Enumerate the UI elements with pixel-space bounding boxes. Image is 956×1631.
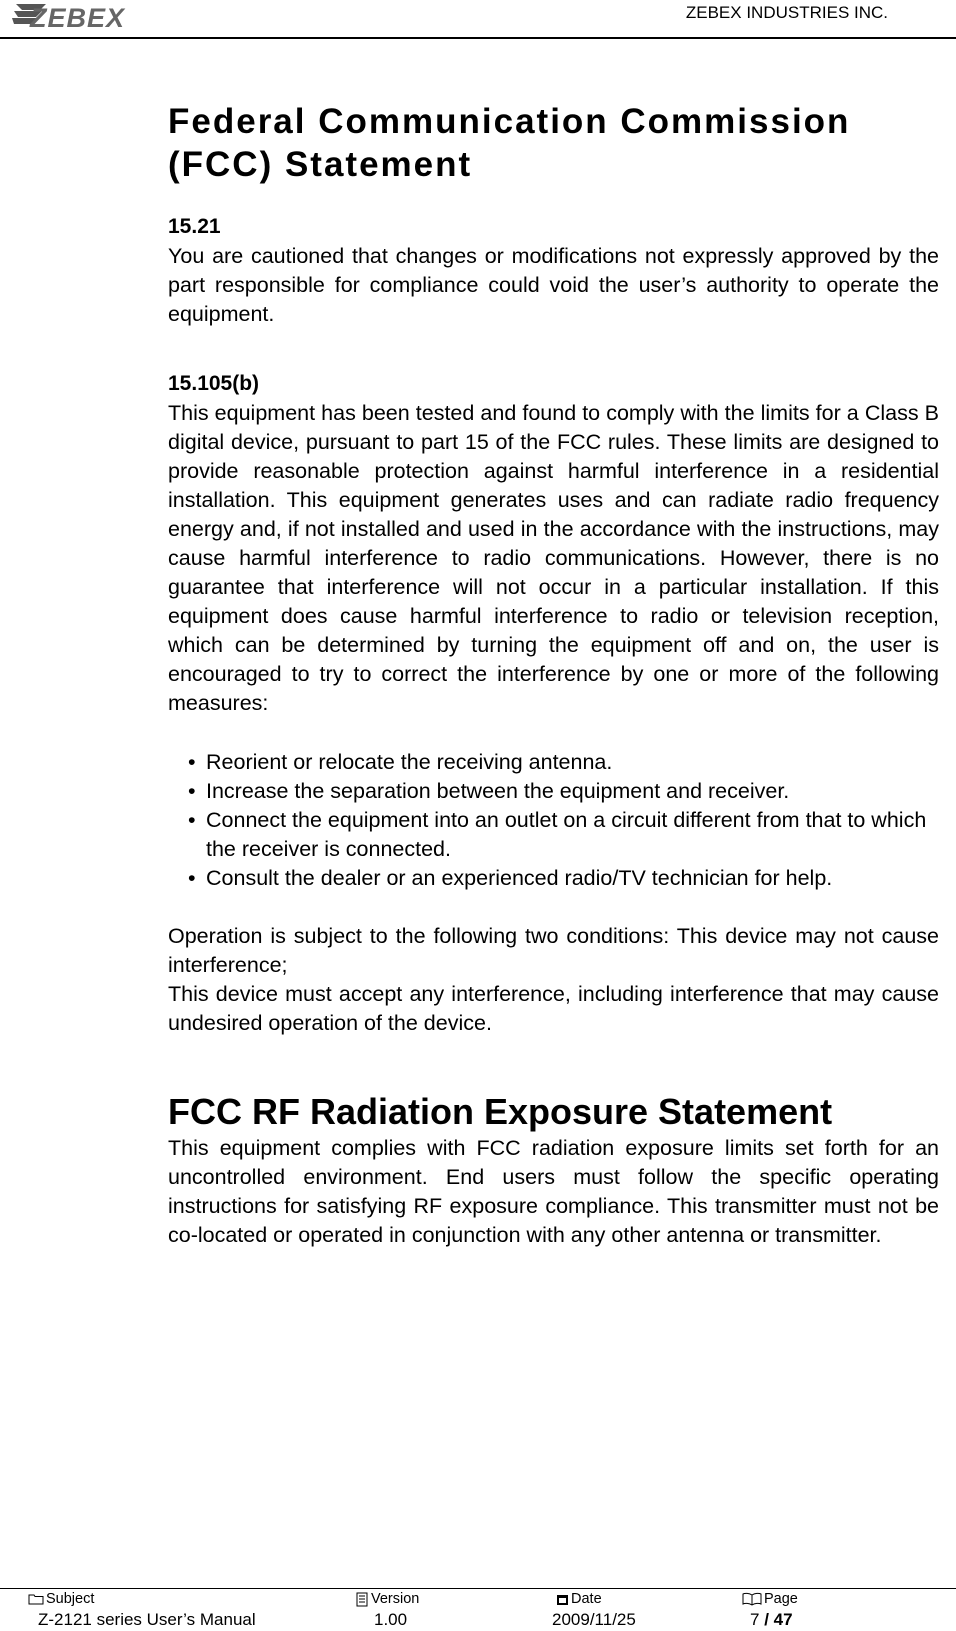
date-label: Date (571, 1591, 602, 1607)
page-current: 7 (750, 1610, 760, 1629)
page-total: 47 (773, 1610, 793, 1629)
measures-list (168, 748, 939, 893)
section-text-15-105b: This equipment has been tested and found to comply with the limits for a Class B digital device, pursuant to part 15 of the FCC rules. These limits are designed to provide reasonable protection against harmful interference in a residential installation. This equipment generates uses and can radiate radio frequency energy and, if not installed and used in the accordance with the instructions, may cause harmful interference to radio communications. However, there is no guarantee that interference will not occur in a particular installation. If this equipment does cause harmful interference to radio or television reception, which can be determined by turning the equipment off and on, the user is encouraged to try to correct the interference by one or more of the following measures: (168, 401, 939, 715)
page-label: Page (764, 1591, 798, 1607)
rf-text: This equipment complies with FCC radiation exposure limits set forth for an uncontrolled environment. End users must follow the specific operating instructions for satisfying RF exposure compliance. This transmitter must not be co-located or operated in conjunction with any other antenna or transmitter. (168, 1136, 939, 1247)
section-heading-15-105b: 15.105(b) (168, 372, 260, 395)
folder-icon (28, 1593, 44, 1605)
conditions-text-1: Operation is subject to the following two conditions: This device may not cause interference; (168, 924, 939, 977)
conditions-text-2: This device must accept any interference, including interference that may cause undesired operation of the device. (168, 982, 939, 1035)
document-body (168, 100, 939, 1250)
document-icon (356, 1592, 369, 1607)
page-title: Federal Communication Commission (FCC) Statement (168, 102, 851, 184)
page-header (0, 0, 956, 39)
page-number (750, 1609, 798, 1631)
list-item: • Consult the dealer or an experienced radio/TV technician for help. (206, 864, 939, 893)
footer-page (742, 1589, 798, 1631)
section-heading-15-21: 15.21 (168, 215, 221, 238)
footer-subject (28, 1589, 256, 1631)
zebex-logo (12, 2, 137, 30)
company-name: ZEBEX INDUSTRIES INC. (685, 3, 888, 22)
calendar-icon (556, 1593, 569, 1606)
footer-version (356, 1589, 419, 1631)
page-separator: / (759, 1610, 774, 1629)
svg-text:ZEBEX: ZEBEX (30, 3, 126, 30)
list-item: • Increase the separation between the equipment and receiver. (206, 777, 939, 806)
version-value: 1.00 (374, 1610, 408, 1629)
page-footer (0, 1588, 956, 1631)
book-icon (742, 1592, 762, 1606)
date-value: 2009/11/25 (552, 1610, 636, 1629)
rf-heading: FCC RF Radiation Exposure Statement (168, 1091, 833, 1132)
version-label: Version (371, 1591, 420, 1607)
subject-value: Z-2121 series User’s Manual (38, 1610, 256, 1629)
list-item: • Reorient or relocate the receiving antenna. (206, 748, 939, 777)
section-text-15-21: You are cautioned that changes or modifications not expressly approved by the part responsible for compliance could void the user’s authority to operate the equipment. (168, 244, 939, 326)
list-item: • Connect the equipment into an outlet on a circuit different from that to which the receiver is connected. (206, 806, 939, 864)
subject-label: Subject (46, 1591, 95, 1607)
footer-date (552, 1589, 636, 1631)
